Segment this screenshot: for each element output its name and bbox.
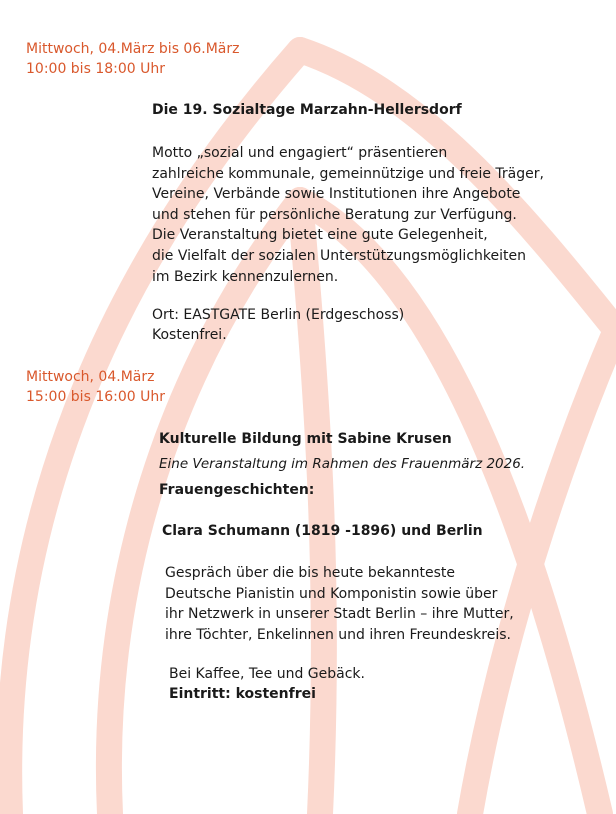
event2-date [26,367,165,407]
event1-desc-line: Motto „sozial und engagiert“ präsentieren [152,145,448,161]
event1-location: Ort: EASTGATE Berlin (Erdgeschoss) [152,307,405,323]
event1-price: Kostenfrei. [152,327,227,343]
event2-topic: Clara Schumann (1819 -1896) und Berlin [162,523,483,539]
event1-date [26,39,239,79]
event1-date-line1: Mittwoch, 04.März bis 06.März [26,41,240,57]
event2-date-line2: 15:00 bis 16:00 Uhr [26,389,165,405]
event2-series: Frauengeschichten: [159,482,315,498]
event2-description [165,563,514,645]
event2-date-line1: Mittwoch, 04.März [26,369,155,385]
event1-desc-line: zahlreiche kommunale, gemeinnützige und freie Träger, [152,165,544,182]
event2-desc-line: Deutsche Pianistin und Komponistin sowie über [165,585,498,602]
event2-desc-line: ihr Netzwerk in unserer Stadt Berlin – ihre Mutter, [165,606,514,623]
event2-subtitle: Eine Veranstaltung im Rahmen des Frauenmärz 2026. [159,456,526,472]
event2-admission: Eintritt: kostenfrei [169,686,316,702]
event1-desc-line: die Vielfalt der sozialen Unterstützungsmöglichkeiten [152,247,526,264]
event1-desc-line: im Bezirk kennenzulernen. [152,268,339,285]
event1-date-line2: 10:00 bis 18:00 Uhr [26,61,165,77]
event2-desc-line: Gespräch über die bis heute bekannteste [165,565,456,581]
event2-desc-line: ihre Töchter, Enkelinnen und ihren Freundeskreis. [165,626,511,643]
event1-description [152,143,544,287]
event1-desc-line: Die Veranstaltung bietet eine gute Gelegenheit, [152,227,488,244]
event2-title: Kulturelle Bildung mit Sabine Krusen [159,431,452,447]
event1-title: Die 19. Sozialtage Marzahn-Hellersdorf [152,102,462,118]
event2-refreshments: Bei Kaffee, Tee und Gebäck. [169,666,365,682]
event1-desc-line: und stehen für persönliche Beratung zur Verfügung. [152,206,517,223]
event1-desc-line: Vereine, Verbände sowie Institutionen ihre Angebote [152,186,521,203]
